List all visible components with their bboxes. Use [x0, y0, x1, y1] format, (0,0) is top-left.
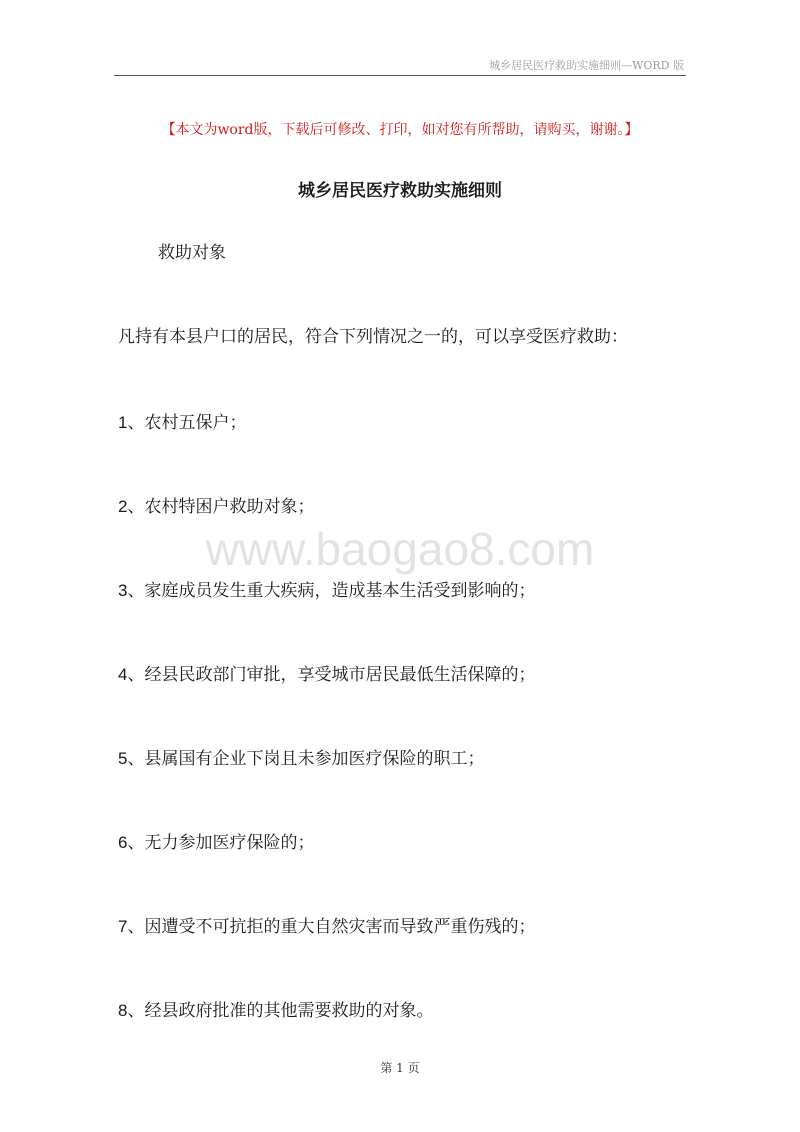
list-item-number: 5 [118, 749, 128, 768]
list-item-text: 、经县政府批准的其他需要救助的对象。 [127, 1001, 434, 1021]
list-item-number: 2 [118, 497, 128, 516]
header-divider [114, 75, 686, 76]
section-heading: 救助对象 [158, 243, 226, 263]
page-number: 第 1 页 [380, 1061, 420, 1075]
list-item-number: 3 [118, 581, 128, 600]
list-item-6 [118, 828, 314, 853]
purchase-notice: 【本文为word版，下载后可修改、打印，如对您有所帮助，请购买，谢谢。】 [161, 122, 639, 138]
watermark: www.baogao8.com [205, 523, 595, 575]
running-header: 城乡居民医疗救助实施细则—WORD 版 [489, 59, 684, 72]
list-item-number: 6 [118, 833, 128, 852]
list-item-8 [118, 996, 433, 1021]
list-item-text: 、经县民政部门审批，享受城市居民最低生活保障的； [127, 665, 536, 685]
intro-paragraph: 凡持有本县户口的居民，符合下列情况之一的，可以享受医疗救助： [118, 327, 628, 347]
list-item-number: 4 [118, 665, 128, 684]
list-item-text: 、因遭受不可抗拒的重大自然灾害而导致严重伤残的； [127, 917, 536, 937]
list-item-text: 、农村五保户； [127, 413, 247, 433]
list-item-text: 、家庭成员发生重大疾病，造成基本生活受到影响的； [127, 581, 536, 601]
list-item-text: 、农村特困户救助对象； [127, 497, 315, 517]
document-title: 城乡居民医疗救助实施细则 [298, 181, 502, 201]
list-item-3 [118, 576, 535, 601]
list-item-4 [118, 660, 535, 685]
list-item-number: 7 [118, 917, 128, 936]
list-item-number: 8 [118, 1001, 128, 1020]
list-item-text: 、县属国有企业下岗且未参加医疗保险的职工； [127, 749, 485, 769]
list-item-7 [118, 912, 535, 937]
list-item-text: 、无力参加医疗保险的； [127, 833, 315, 853]
list-item-1 [118, 408, 246, 433]
list-item-5 [118, 744, 484, 769]
list-item-2 [118, 492, 314, 517]
list-item-number: 1 [118, 413, 128, 432]
